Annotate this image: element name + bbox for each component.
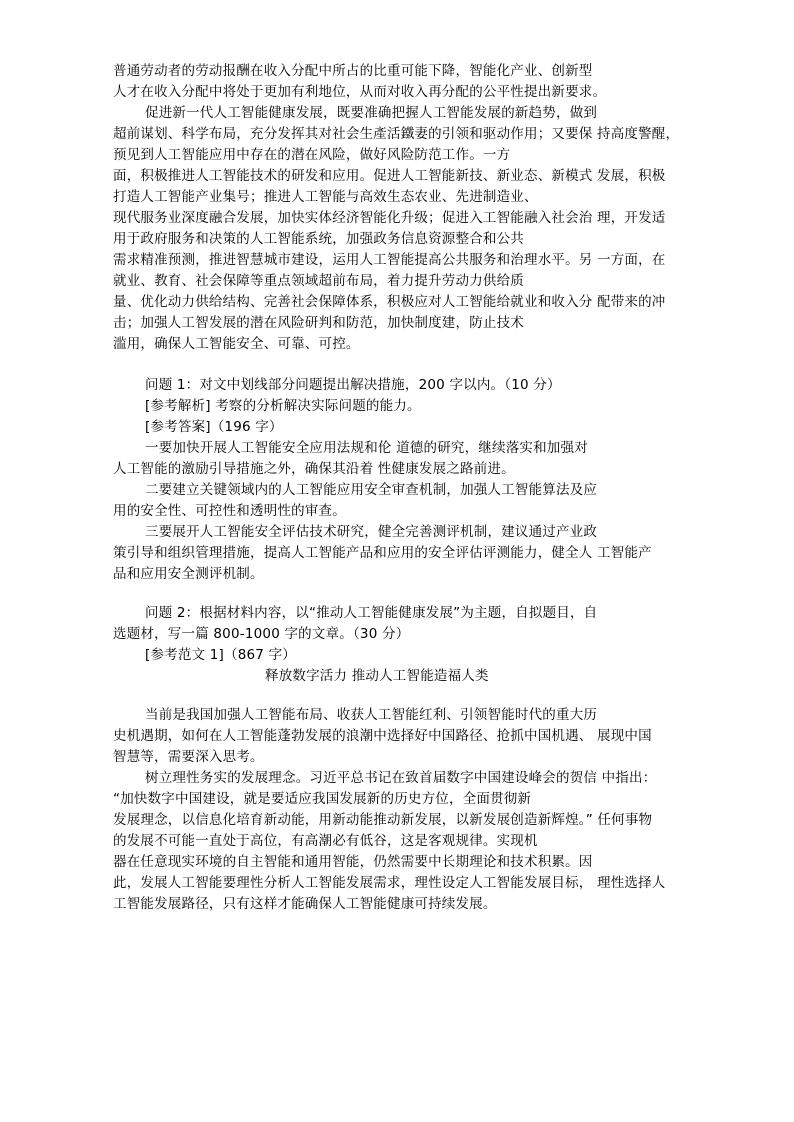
text-line: 一要加快开展人工智能安全应用法规和伦 道德的研究，继续落实和加强对 [145,440,588,456]
text-line: 二要建立关键领域内的人工智能应用安全审查机制，加强人工智能算法及应 [145,482,598,498]
text-line: 品和应用安全测评机制。 [113,566,264,582]
text-line: “加快数字中国建设，就是要适应我国发展新的历史方位，全面贯彻新 [113,791,532,807]
text-line: 需求精准预测，推进智慧城市建设，运用人工智能提高公共服务和治理水平。另 一方面，在 [113,252,666,268]
text-line: 现代服务业深度融合发展，加快实体经济智能化升级；促进入工智能融入社会治 理，开发适 [113,210,666,226]
text-line: 工智能发展路径，只有这样才能确保人工智能健康可持续发展。 [113,896,497,912]
text-line: 促进新一代人工智能健康发展，既要准确把握人工智能发展的新趋势，做到 [145,105,598,121]
text-line: 选题材，写一篇 800-1000 字的文章。（30 分） [113,626,410,642]
text-line: 就业、教育、社会保障等重点领域超前布局，着力提升劳动力供给质 [113,273,524,289]
reference-answer-label: [参考答案]（196 字） [145,419,283,435]
text-line: 发展理念，以信息化培育新动能，用新动能推动新发展，以新发展创造新辉煌。” 任何事物 [113,812,653,828]
text-line: 当前是我国加强人工智能布局、收获人工智能红利、引领智能时代的重大历 [145,707,598,723]
text-line: 器在任意现实环境的自主智能和通用智能，仍然需要中长期理论和技术积累。因 [113,854,593,870]
text-line: 普通劳动者的劳动报酬在收入分配中所占的比重可能下降，智能化产业、创新型 [113,63,593,79]
text-line: 人才在收入分配中将处于更加有利地位，从而对收入再分配的公平性提出新要求。 [113,84,607,100]
text-line: 用的安全性、可控性和透明性的审查。 [113,503,346,519]
text-line: 用于政府服务和决策的人工智能系统，加强政务信息资源整合和公共 [113,231,524,247]
text-line: 智慧等，需要深入思考。 [113,749,264,765]
text-line: 打造人工智能产业集号；推进人工智能与高效生态农业、先进制造业、 [113,189,538,205]
text-line: 超前谋划、科学布局，充分发挥其对社会生產活鐵妻的引领和驱动作用；又要保 持高度警醒， [113,126,680,142]
text-line: 此，发展人工智能要理性分析人工智能发展需求，理性设定人工智能发展目标， 理性选择人 [113,875,666,891]
text-line: 三要展开人工智能安全评估技术研究，健全完善测评机制，建议通过产业政 [145,524,598,540]
text-line: 面，积极推进人工智能技术的研发和应用。促进人工智能新技、新业态、新模式 发展，积极 [113,168,666,184]
text-line: 的发展不可能一直处于高位，有高潮必有低谷，这是客观规律。实现机 [113,833,538,849]
text-line: 史机遇期，如何在人工智能蓬勃发展的浪潮中选择好中国路径、抢抓中国机遇、 展现中国 [113,728,652,744]
text-line: 击；加强人工智发展的潜在风险研判和防范，加快制度建，防止技术 [113,315,524,331]
reference-analysis: [参考解析] 考察的分析解决实际问题的能力。 [145,398,421,414]
text-line: 量、优化动力供给结构、完善社会保障体系，积极应对人工智能给就业和收入分 配带来的冲 [113,294,666,310]
text-line: 人工智能的激励引导措施之外，确保其沿着 性健康发展之路前进。 [113,461,515,477]
text-line: 策引导和组织管理措施，提高人工智能产品和应用的安全评估评测能力，健全人 工智能产 [113,545,652,561]
text-line: 树立理性务实的发展理念。习近平总书记在致首届数字中国建设峰会的贺信 中指出： [145,770,657,786]
text-line: 预见到人工智能应用中存在的潜在风险，做好风险防范工作。一方 [113,147,511,163]
reference-essay-label: [参考范文 1]（867 字） [145,647,296,663]
question-2-prompt: 问题 2：根据材料内容，以“推动人工智能健康发展”为主题，自拟题目，自 [145,605,598,621]
essay-title: 释放数字活力 推动人工智能造福人类 [265,668,489,684]
text-line: 滥用，确保人工智能安全、可靠、可控。 [113,336,360,352]
question-1-prompt: 问题 1：对文中划线部分问题提出解决措施，200 字以内。（10 分） [145,377,561,393]
